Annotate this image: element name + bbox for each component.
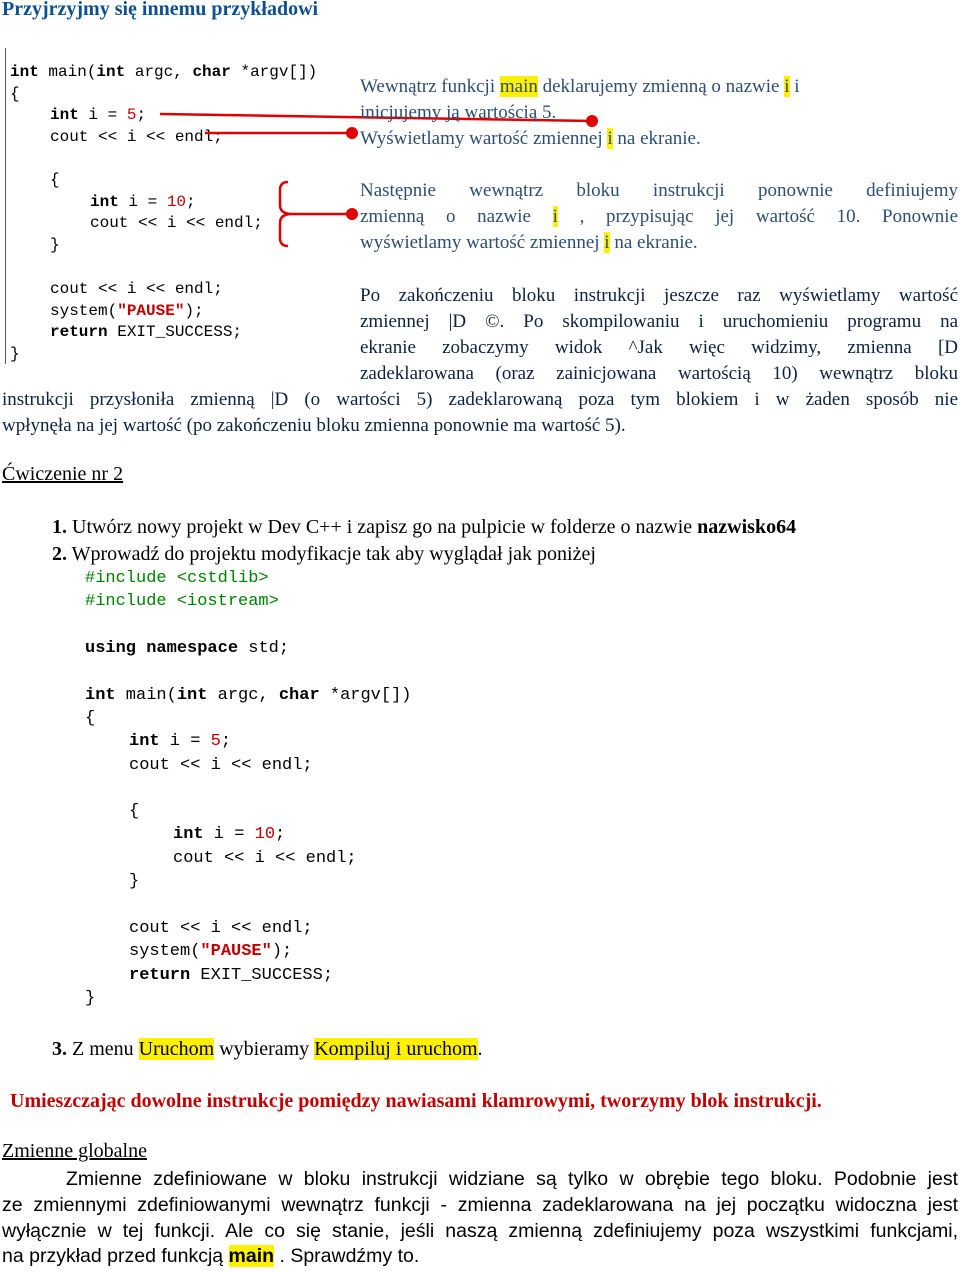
explain-line-d2: zmiennej |D ©. Po skompilowaniu i uruchomieniu programu na bbox=[360, 311, 958, 332]
code-line-main: int main(int argc, char *argv[]) bbox=[10, 63, 318, 81]
globals-paragraph bbox=[2, 1167, 958, 1270]
explain-line-d4: zadeklarowana (oraz zainicjowana wartością 10) wewnątrz bloku bbox=[360, 363, 958, 384]
code-main-open: { bbox=[85, 709, 96, 728]
arrow-dot-2 bbox=[346, 127, 358, 139]
explain-line-a2: inicjujemy ją wartością 5. bbox=[360, 102, 557, 123]
exercise-step-3: 3. Z menu Uruchom wybieramy Kompiluj i uruchom. bbox=[52, 1038, 483, 1060]
globals-line-2: ze zmiennymi zdefiniowanymi wewnątrz funkcji - zmienna zadeklarowana na jej początku widoczna jest bbox=[2, 1193, 958, 1216]
brace-shape bbox=[280, 182, 292, 246]
code-include-cstdlib: #include <cstdlib> bbox=[85, 569, 269, 588]
code-system-pause: system("PAUSE"); bbox=[129, 942, 293, 961]
code-line-cout-3: cout << i << endl; bbox=[50, 280, 223, 298]
code-int-i-5: int i = 5; bbox=[129, 732, 232, 751]
code-main-signature: int main(int argc, char *argv[]) bbox=[85, 686, 412, 705]
code-line-int-i-5: int i = 5; bbox=[50, 106, 147, 124]
explain-line-c1: Następnie wewnątrz bloku instrukcji ponownie definiujemy bbox=[360, 180, 958, 201]
block-definition-note: Umieszczając dowolne instrukcje pomiędzy nawiasami klamrowymi, tworzymy blok instrukcji. bbox=[10, 1090, 822, 1112]
code-line-open: { bbox=[10, 85, 20, 103]
code-line-cout-1: cout << i << endl; bbox=[50, 128, 223, 146]
globals-line-1: Zmienne zdefiniowane w bloku instrukcji widziane są tylko w obrębie tego bloku. Podobnie jest bbox=[66, 1168, 958, 1190]
exercise-step-1: 1. Utwórz nowy projekt w Dev C++ i zapisz go na pulpicie w folderze o nazwie nazwisko64 bbox=[52, 516, 797, 538]
exercise-title: Ćwiczenie nr 2 bbox=[2, 463, 124, 485]
code-block-open: { bbox=[129, 802, 140, 821]
arrow-dot-3 bbox=[346, 208, 358, 220]
code-main-close: } bbox=[85, 989, 96, 1008]
explain-line-c3: wyświetlamy wartość zmiennej i na ekranie. bbox=[360, 232, 698, 253]
code-return: return EXIT_SUCCESS; bbox=[129, 966, 334, 985]
globals-line-4: na przykład przed funkcją main . Sprawdźmy to. bbox=[2, 1245, 420, 1268]
code-cout-1: cout << i << endl; bbox=[129, 756, 313, 775]
exercise-step-2: 2. Wprowadź do projektu modyfikacje tak aby wyglądał jak poniżej bbox=[52, 543, 596, 565]
code-cout-2: cout << i << endl; bbox=[173, 849, 357, 868]
explain-line-c2: zmienną o nazwie i , przypisując jej wartość 10. Ponownie bbox=[360, 206, 958, 227]
code-line-close: } bbox=[10, 345, 20, 363]
code-using-namespace: using namespace std; bbox=[85, 639, 290, 658]
explain-line-d1: Po zakończeniu bloku instrukcji jeszcze raz wyświetlamy wartość bbox=[360, 285, 958, 306]
page-heading: Przyjrzyjmy się innemu przykładowi bbox=[2, 0, 319, 20]
code-include-iostream: #include <iostream> bbox=[85, 592, 279, 611]
explain-line-a1: Wewnątrz funkcji main deklarujemy zmienną o nazwie i i bbox=[360, 76, 800, 97]
code-line-block-open: { bbox=[50, 171, 60, 189]
code-line-block-close: } bbox=[50, 236, 60, 254]
globals-line-3: wyłącznie w tej funkcji. Ale co się stanie, jeśli naszą zmienną zdefiniujemy poza wszystkimi funkcjami, bbox=[2, 1219, 958, 1242]
code-line-return: return EXIT_SUCCESS; bbox=[50, 323, 243, 341]
globals-title: Zmienne globalne bbox=[2, 1140, 147, 1162]
code-block-close: } bbox=[129, 872, 140, 891]
code-cout-3: cout << i << endl; bbox=[129, 919, 313, 938]
code-line-int-i-10: int i = 10; bbox=[90, 193, 196, 211]
code-line-system: system("PAUSE"); bbox=[50, 302, 204, 320]
explain-line-b: Wyświetlamy wartość zmiennej i na ekranie. bbox=[360, 128, 701, 149]
code-line-cout-2: cout << i << endl; bbox=[90, 214, 263, 232]
explain-line-d5: instrukcji przysłoniła zmienną |D (o wartości 5) zadeklarowaną poza tym blokiem i w żaden sposób nie bbox=[2, 389, 958, 410]
code-int-i-10: int i = 10; bbox=[173, 825, 286, 844]
explain-line-d6: wpłynęła na jej wartość (po zakończeniu bloku zmienna ponownie ma wartość 5). bbox=[2, 415, 626, 436]
explain-line-d3: ekranie zobaczymy widok ^Jak więc widzimy, zmienna [D bbox=[360, 337, 958, 358]
